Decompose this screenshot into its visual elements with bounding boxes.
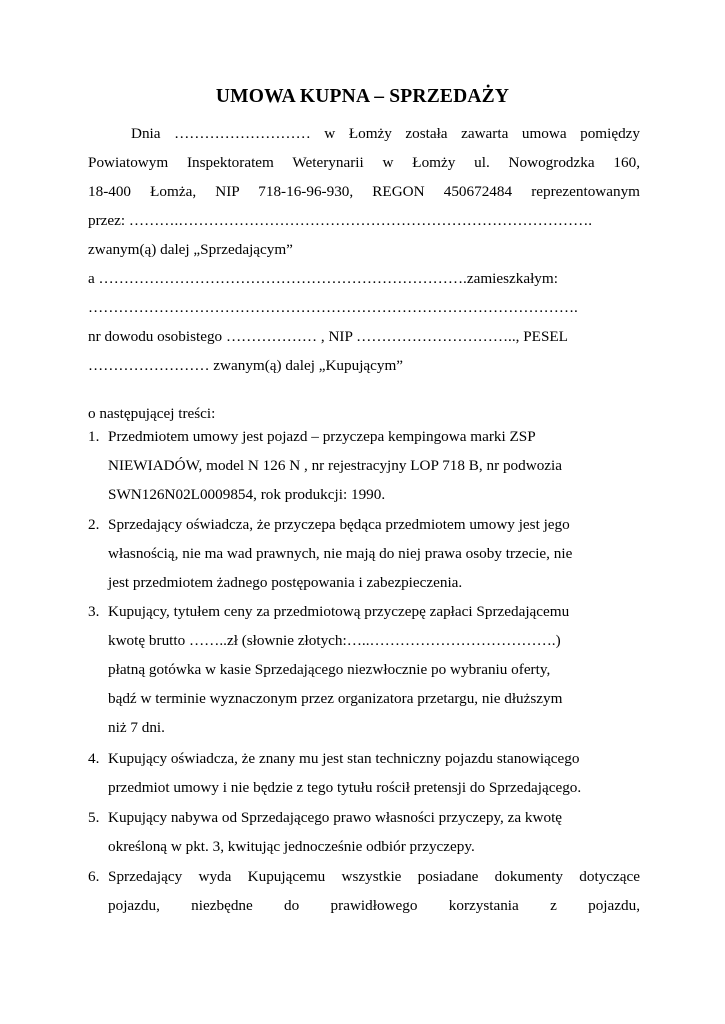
preamble: o następującej treści:: [88, 405, 216, 422]
clause-line: Kupujący oświadcza, że znany mu jest stan techniczny pojazdu stanowiącego: [108, 750, 580, 767]
clause-number: 6.: [88, 868, 100, 885]
clause-line: SWN126N02L0009854, rok produkcji: 1990.: [108, 486, 386, 503]
clause-line: Kupujący, tytułem ceny za przedmiotową przyczepę zapłaci Sprzedającemu: [108, 603, 570, 620]
clause-line: płatną gotówka w kasie Sprzedającego niezwłocznie po wybraniu oferty,: [108, 661, 551, 678]
intro-line: przez: ……….……………………………………………………………………….: [88, 212, 593, 229]
clause-line: Przedmiotem umowy jest pojazd – przyczepa kempingowa marki ZSP: [108, 428, 536, 445]
intro-line: Dnia ……………………… w Łomży została zawarta umowa pomiędzy: [131, 125, 640, 142]
clause-line: pojazdu, niezbędne do prawidłowego korzystania z pojazdu,: [108, 897, 640, 914]
intro-line: Powiatowym Inspektoratem Weterynarii w Łomży ul. Nowogrodzka 160,: [88, 154, 640, 171]
clause-number: 5.: [88, 809, 100, 826]
clause-line: bądź w terminie wyznaczonym przez organizatora przetargu, nie dłuższym: [108, 690, 563, 707]
clause-number: 2.: [88, 516, 100, 533]
clause-line: własnością, nie ma wad prawnych, nie mają do niej prawa osoby trzecie, nie: [108, 545, 573, 562]
document-title: UMOWA KUPNA – SPRZEDAŻY: [215, 86, 510, 107]
intro-line: zwanym(ą) dalej „Sprzedającym”: [88, 241, 293, 258]
clause-line: kwotę brutto ……..zł (słownie złotych:…..……………………………….): [108, 632, 561, 649]
clause-line: jest przedmiotem żadnego postępowania i zabezpieczenia.: [108, 574, 463, 591]
clause-line: przedmiot umowy i nie będzie z tego tytułu rościł pretensji do Sprzedającego.: [108, 779, 582, 796]
intro-line: …………………………………………………………………………………….: [88, 299, 578, 316]
clause-line: Kupujący nabywa od Sprzedającego prawo własności przyczepy, za kwotę: [108, 809, 563, 826]
clause-number: 3.: [88, 603, 100, 620]
clause-line: określoną w pkt. 3, kwitując jednocześnie odbiór przyczepy.: [108, 838, 475, 855]
intro-line: nr dowodu osobistego ……………… , NIP ………………………….., PESEL: [88, 328, 568, 345]
intro-line: 18-400 Łomża, NIP 718-16-96-930, REGON 450672484 reprezentowanym: [88, 183, 640, 200]
clause-number: 1.: [88, 428, 100, 445]
intro-line: …………………… zwanym(ą) dalej „Kupującym”: [88, 357, 404, 374]
clause-line: Sprzedający oświadcza, że przyczepa będąca przedmiotem umowy jest jego: [108, 516, 570, 533]
clause-number: 4.: [88, 750, 100, 767]
clause-line: Sprzedający wyda Kupującemu wszystkie posiadane dokumenty dotyczące: [108, 868, 640, 885]
clause-line: niż 7 dni.: [108, 719, 165, 736]
clause-line: NIEWIADÓW, model N 126 N , nr rejestracyjny LOP 718 B, nr podwozia: [108, 457, 562, 474]
intro-line: a ……………………………………………………………….zamieszkałym:: [88, 270, 558, 287]
